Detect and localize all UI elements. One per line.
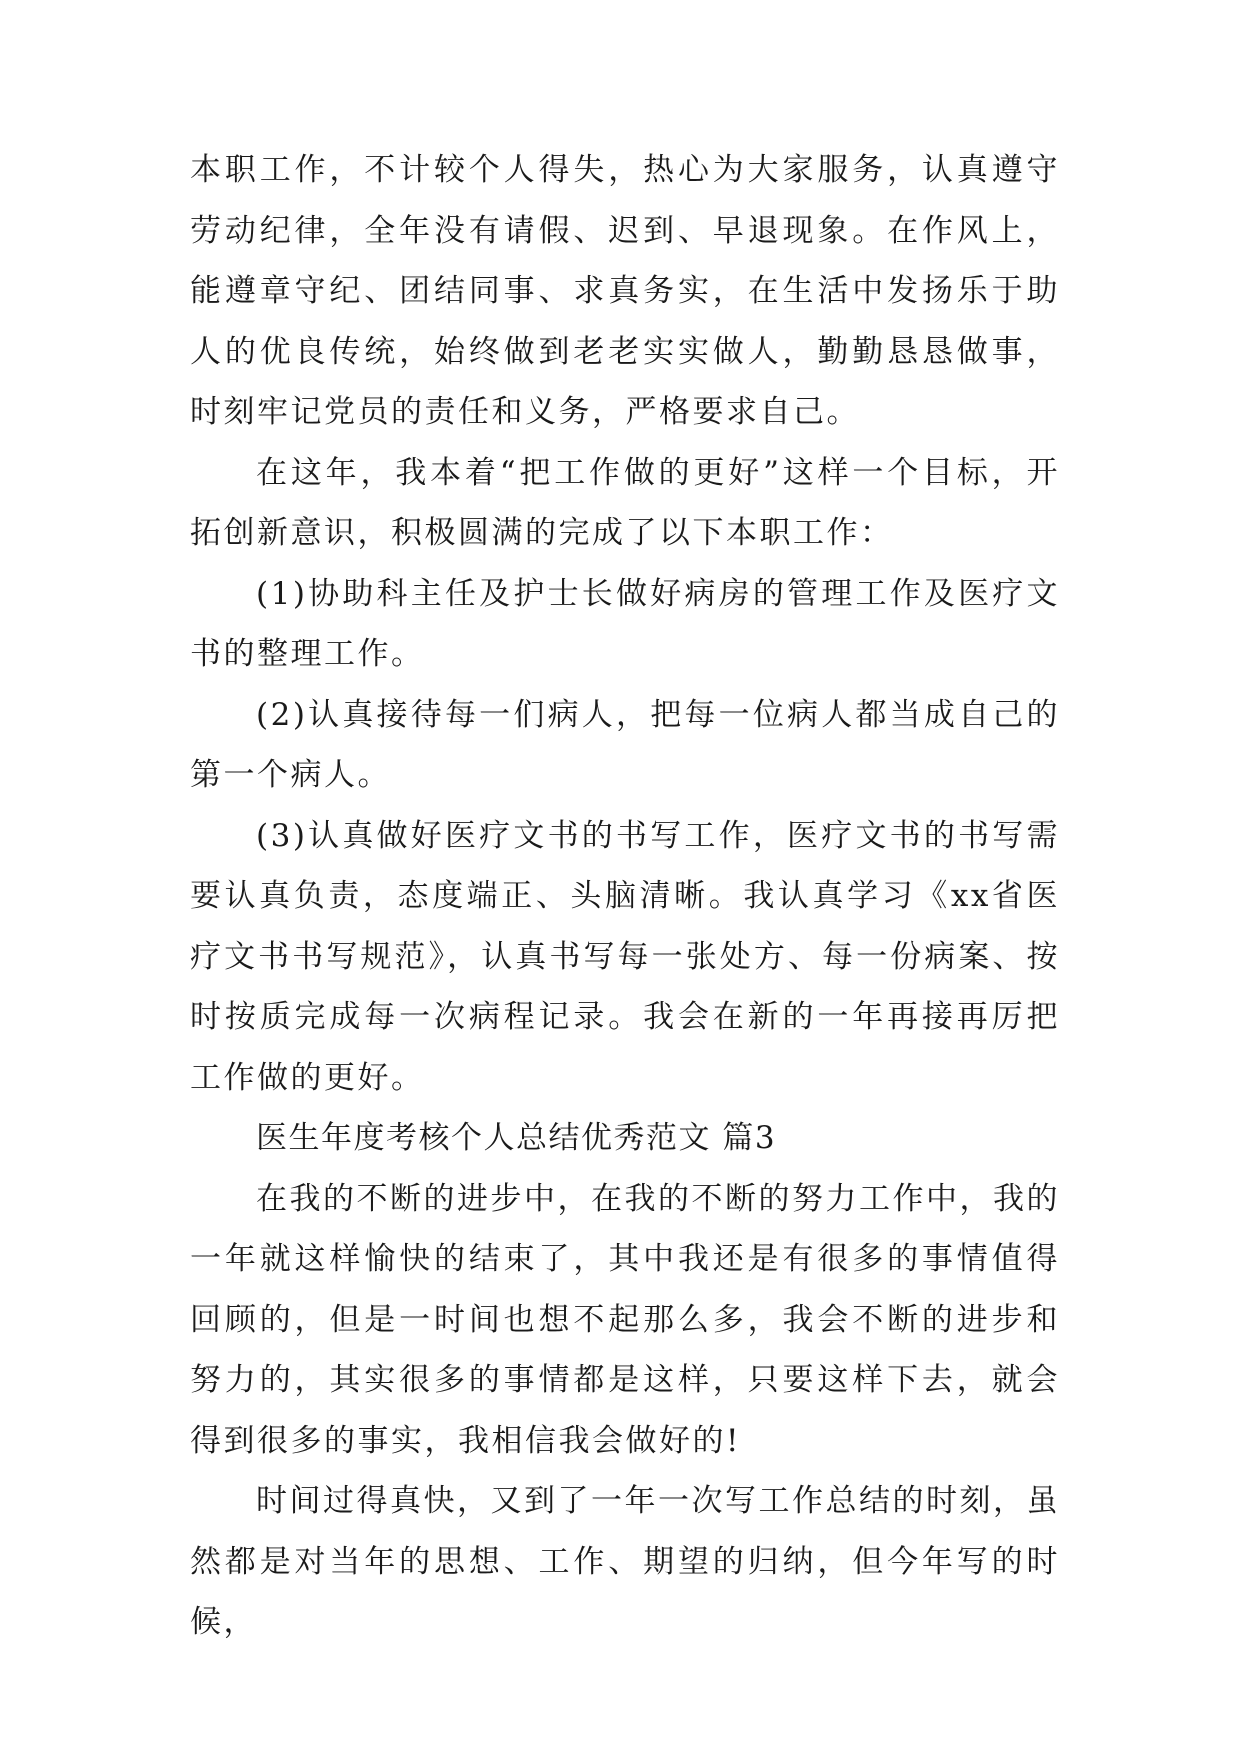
paragraph-summary-time: 时间过得真快，又到了一年一次写工作总结的时刻，虽然都是对当年的思想、工作、期望的归纳，但今年写的时候， — [190, 1483, 1060, 1640]
paragraph-item-1: (1)协助科主任及护士长做好病房的管理工作及医疗文书的整理工作。 — [190, 575, 1060, 672]
paragraph-continuation: 本职工作，不计较个人得失，热心为大家服务，认真遵守劳动纪律，全年没有请假、迟到、早退现象。在作风上，能遵章守纪、团结同事、求真务实，在生活中发扬乐于助人的优良传统，始终做到老老实实做人，勤勤恳恳做事，时刻牢记党员的责任和义务，严格要求自己。 — [190, 152, 1060, 430]
document-body — [190, 140, 1060, 1653]
paragraph-item-2: (2)认真接待每一们病人，把每一位病人都当成自己的第一个病人。 — [190, 696, 1060, 793]
section-heading: 医生年度考核个人总结优秀范文 篇3 — [256, 1120, 777, 1156]
paragraph-progress: 在我的不断的进步中，在我的不断的努力工作中，我的一年就这样愉快的结束了，其中我还是有很多的事情值得回顾的，但是一时间也想不起那么多，我会不断的进步和努力的，其实很多的事情都是这样，只要这样下去，就会得到很多的事实，我相信我会做好的! — [190, 1180, 1060, 1459]
paragraph-goal: 在这年，我本着“把工作做的更好”这样一个目标，开拓创新意识，积极圆满的完成了以下本职工作： — [190, 454, 1060, 551]
paragraph-item-3: (3)认真做好医疗文书的书写工作，医疗文书的书写需要认真负责，态度端正、头脑清晰。我认真学习《xx省医疗文书书写规范》，认真书写每一张处方、每一份病案、按时按质完成每一次病程记录。我会在新的一年再接再厉把工作做的更好。 — [190, 817, 1060, 1096]
